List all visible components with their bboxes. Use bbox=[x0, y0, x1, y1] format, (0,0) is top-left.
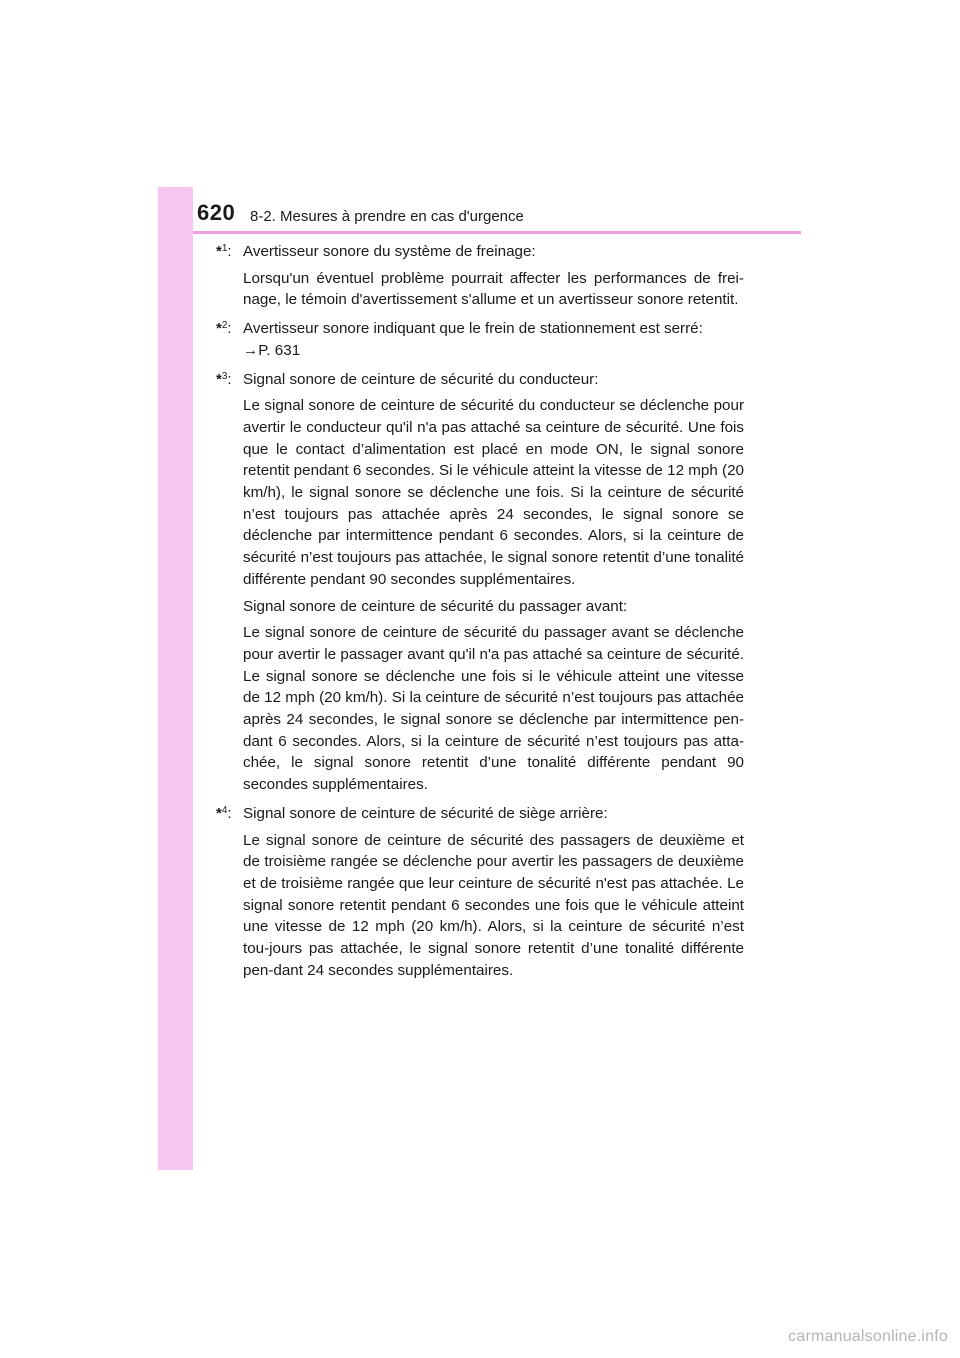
note-4 bbox=[216, 803, 744, 982]
note-paragraph: Le signal sonore de ceinture de sécurité du passager avant se déclenche pour avertir le passager avant qu'il n'a pas attaché sa ceinture de sécurité. Le signal sonore se déclenche une fois si le véhicule atteint une vitesse de 12 mph (20 km/h). Si la ceinture de sécurité n’est toujours pas attachée après 24 secondes, le signal sonore se déclenche par intermittence pen-dant 6 secondes. Alors, si la ceinture de sécurité n’est toujours pas atta-chée, le signal sonore retentit d’une tonalité différente pendant 90 secondes supplémentaires. bbox=[243, 624, 744, 794]
note-heading: Signal sonore de ceinture de sécurité de siège arrière: bbox=[243, 804, 608, 822]
note-marker: *$^3$: bbox=[216, 370, 232, 388]
note-3 bbox=[216, 369, 744, 796]
note-2 bbox=[216, 318, 744, 361]
watermark: carmanualsonline.info bbox=[788, 1328, 948, 1345]
page-reference-link[interactable]: →P. 631 bbox=[243, 341, 301, 359]
note-marker: *$^1$: bbox=[216, 243, 232, 260]
chapter-side-tab bbox=[158, 187, 193, 1170]
note-heading: Avertisseur sonore du système de freinage: bbox=[243, 243, 536, 260]
page-number: 620 bbox=[197, 200, 236, 225]
note-heading: Signal sonore de ceinture de sécurité du conducteur: bbox=[243, 370, 599, 388]
note-subheading: Signal sonore de ceinture de sécurité du passager avant: bbox=[243, 597, 628, 615]
header-rule bbox=[193, 231, 801, 234]
note-heading: Avertisseur sonore indiquant que le frein de stationnement est serré: bbox=[243, 320, 703, 338]
note-paragraph: Le signal sonore de ceinture de sécurité des passagers de deuxième et de troisième rangée se déclenche pour avertir les passagers de deuxième et de troisième rangée que leur ceinture de sécurité n'est pas attachée. Le signal sonore retentit pendant 6 secondes une fois que le véhicule atteint une vitesse de 12 mph (20 km/h). Alors, si la ceinture de sécurité n’est tou-jours pas attachée, le signal sonore retentit d’une tonalité différente pen-dant 24 secondes supplémentaires. bbox=[243, 831, 744, 979]
note-marker: *$^2$: bbox=[216, 320, 232, 338]
notes-content bbox=[216, 241, 744, 982]
note-marker: *$^4$: bbox=[216, 804, 232, 822]
note-paragraph: Lorsqu'un éventuel problème pourrait affecter les performances de frei-nage, le témoin d'avertissement s'allume et un avertisseur sonore retentit. bbox=[243, 269, 744, 309]
note-1 bbox=[216, 241, 744, 311]
section-title: 8-2. Mesures à prendre en cas d'urgence bbox=[250, 208, 524, 225]
note-paragraph: Le signal sonore de ceinture de sécurité du conducteur se déclenche pour avertir le conducteur qu'il n'a pas attaché sa ceinture de sécurité. Une fois que le contact d’alimentation est placé en mode ON, le signal sonore retentit pendant 6 secondes. Si le véhicule atteint la vitesse de 12 mph (20 km/h), le signal sonore se déclenche une fois. Si la ceinture de sécurité n’est toujours pas attachée après 24 secondes, le signal sonore se déclenche par intermittence pendant 6 secondes. Alors, si la ceinture de sécurité n’est toujours pas attachée, le signal sonore retentit d’une tonalité différente pendant 90 secondes supplémentaires. bbox=[243, 397, 744, 588]
